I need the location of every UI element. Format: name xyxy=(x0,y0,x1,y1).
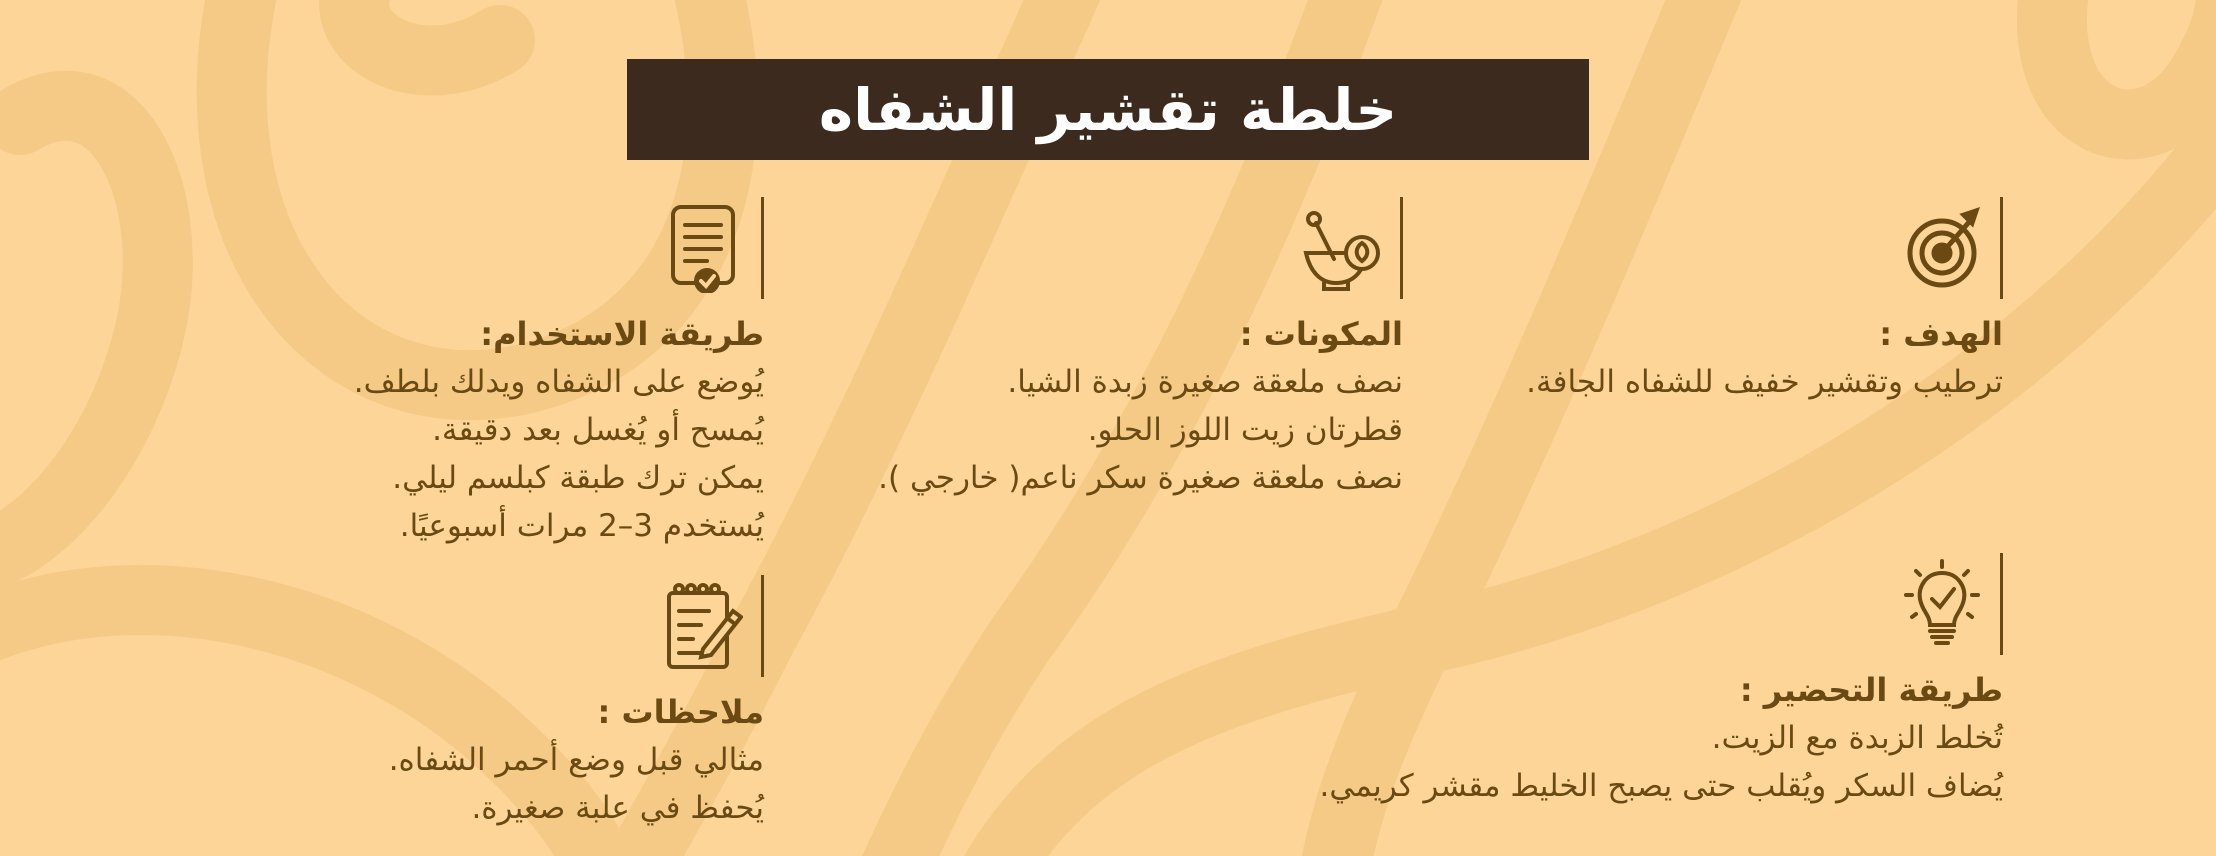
goal-heading: الهدف : xyxy=(1879,315,2003,353)
divider-line xyxy=(2000,553,2003,655)
page-title: خلطة تقشير الشفاه xyxy=(818,75,1398,144)
ingredients-heading: المكونات : xyxy=(1239,315,1403,353)
mortar-pestle-leaf-icon xyxy=(1302,203,1382,293)
ingredients-line: قطرتان زيت اللوز الحلو. xyxy=(1087,412,1403,448)
notes-icon-row xyxy=(389,574,764,678)
lightbulb-check-icon xyxy=(1902,559,1982,649)
ingredients-line: نصف ملعقة صغيرة سكر ناعم( خارجي ). xyxy=(878,460,1403,496)
usage-heading: طريقة الاستخدام: xyxy=(480,315,764,353)
section-preparation xyxy=(1320,552,2003,810)
usage-icon-row xyxy=(354,196,764,300)
target-arrow-icon xyxy=(1902,203,1982,293)
divider-line xyxy=(1400,197,1403,299)
document-check-icon xyxy=(663,203,743,293)
title-banner xyxy=(627,59,1589,160)
usage-line: يُستخدم 3–2 مرات أسبوعيًا. xyxy=(399,508,764,544)
preparation-icon-row xyxy=(1320,552,2003,656)
divider-line xyxy=(761,197,764,299)
usage-line: يُوضع على الشفاه ويدلك بلطف. xyxy=(353,364,764,400)
notes-heading: ملاحظات : xyxy=(597,693,764,731)
notepad-pencil-icon xyxy=(663,581,743,671)
notes-line: مثالي قبل وضع أحمر الشفاه. xyxy=(388,742,764,778)
divider-line xyxy=(761,575,764,677)
notes-line: يُحفظ في علبة صغيرة. xyxy=(471,790,764,826)
goal-line: ترطيب وتقشير خفيف للشفاه الجافة. xyxy=(1526,364,2003,400)
goal-icon-row xyxy=(1526,196,2003,300)
divider-line xyxy=(2000,197,2003,299)
section-notes xyxy=(389,574,764,832)
ingredients-icon-row xyxy=(878,196,1403,300)
preparation-heading: طريقة التحضير : xyxy=(1739,671,2003,709)
section-usage xyxy=(354,196,764,550)
usage-line: يُمسح أو يُغسل بعد دقيقة. xyxy=(432,412,764,448)
preparation-line: تُخلط الزبدة مع الزيت. xyxy=(1711,720,2003,756)
ingredients-line: نصف ملعقة صغيرة زبدة الشيا. xyxy=(1007,364,1403,400)
section-goal xyxy=(1526,196,2003,406)
section-ingredients xyxy=(878,196,1403,502)
usage-line: يمكن ترك طبقة كبلسم ليلي. xyxy=(392,460,764,496)
preparation-line: يُضاف السكر ويُقلب حتى يصبح الخليط مقشر كريمي. xyxy=(1319,768,2003,804)
